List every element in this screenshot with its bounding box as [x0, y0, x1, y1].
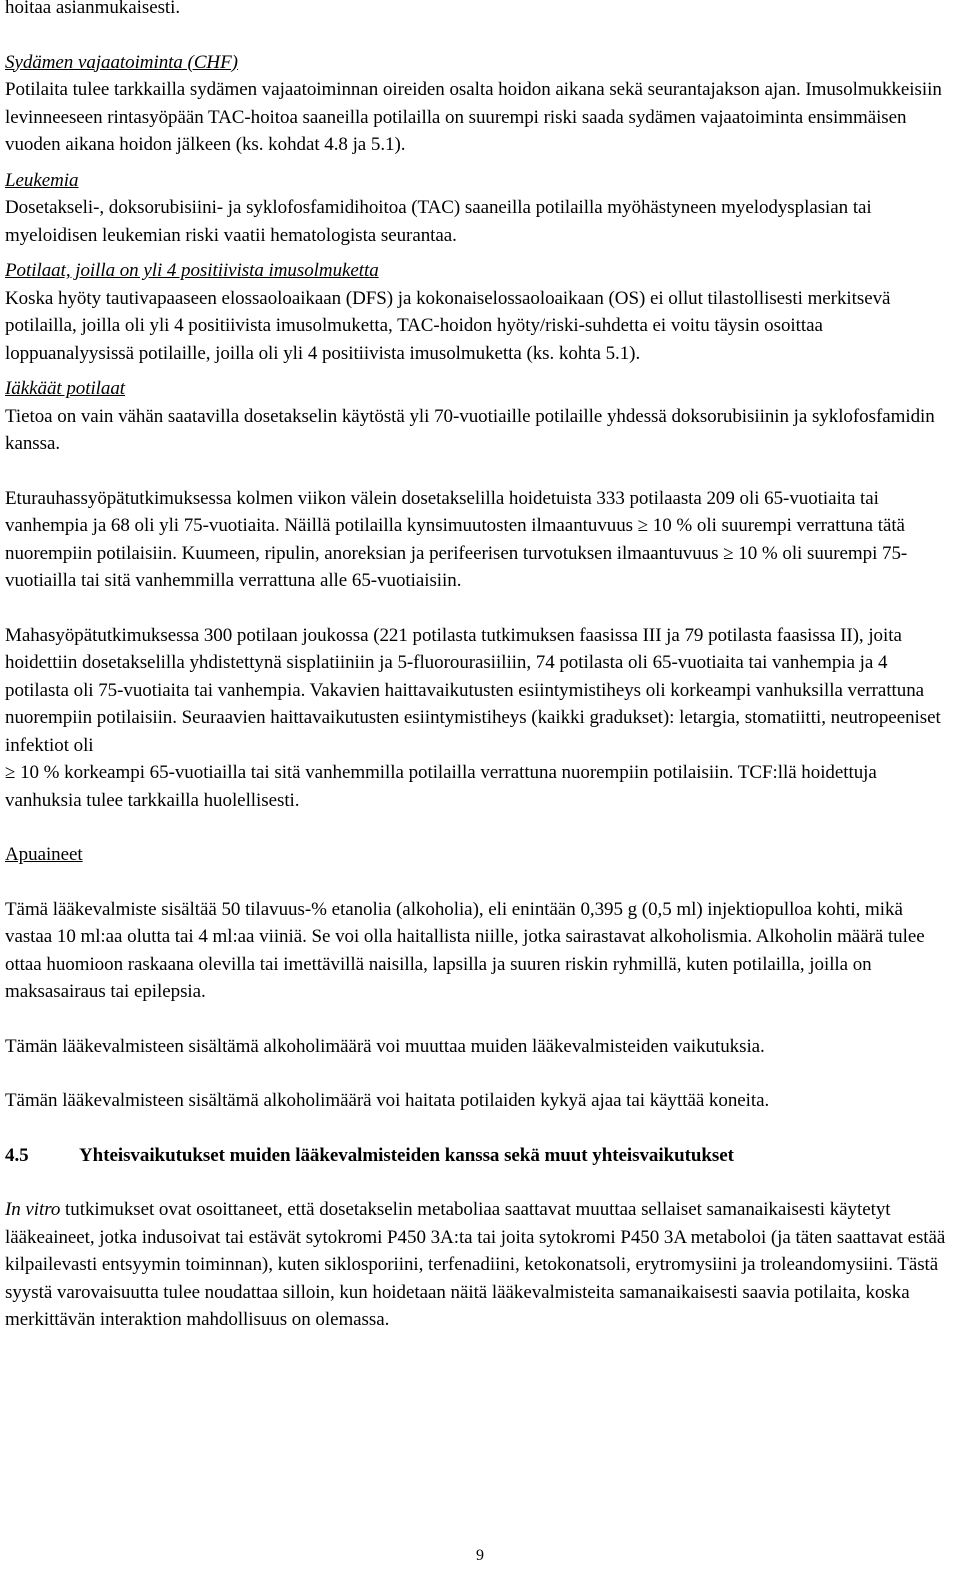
- incidence-threshold: ≥ 10 %: [723, 542, 778, 564]
- lymph-nodes-paragraph: Koska hyöty tautivapaaseen elossaoloaikaan (DFS) ja kokonaiselossaoloaikaan (OS) ei ollut tilastollisesti merkitsevä potilailla, joilla oli yli 4 positiivista imusolmuketta, TAC-hoidon hyöty/riski-suhdetta ei voitu täysin osoittaa loppuanalyysissä potilaille, joilla oli yli 4 positiivista imusolmuketta (ks. kohta 5.1).: [5, 287, 891, 364]
- lead-text: hoitaa asianmukaisesti.: [5, 0, 181, 18]
- in-vitro-term: In vitro: [5, 1199, 61, 1220]
- excipients-heading: Apuaineet: [5, 844, 83, 865]
- elderly-p3-part-a: Mahasyöpätutkimuksessa 300 potilaan joukossa (221 potilasta tutkimuksen faasissa III ja 79 potilasta faasissa II), joita hoidettiin dosetakselilla yhdistettynä sisplatiiniin ja 5-fluorourasiiliin, 74 potilasta oli 65-vuotiaita tai vanhempia ja 4 potilasta oli 75-vuotiaita tai vanhempia. Vakavien haittavaikutusten esiintymistiheys oli korkeampi vanhuksilla verrattuna nuorempiin potilaisiin. Seuraavien haittavaikutusten esiintymistiheys (kaikki gradukset): letargia, stomatiitti, neutropeeniset infektiot oli: [5, 624, 941, 756]
- interactions-paragraph: [5, 1196, 953, 1334]
- section-title: Yhteisvaikutukset muiden lääkevalmisteiden kanssa sekä muut yhteisvaikutukset: [79, 1144, 734, 1166]
- lymph-nodes-heading: Potilaat, joilla on yli 4 positiivista imusolmuketta: [5, 260, 379, 281]
- elderly-paragraph-2: [5, 485, 953, 595]
- excipients-paragraph-2: Tämän lääkevalmisteen sisältämä alkoholimäärä voi muuttaa muiden lääkevalmisteiden vaikutuksia.: [5, 1035, 765, 1057]
- section-4-5-heading: [5, 1142, 953, 1170]
- elderly-p3-part-c: korkeampi 65-vuotiailla tai sitä vanhemmilla potilailla verrattuna nuorempiin potilaisiin. TCF:llä hoidettuja vanhuksia tulee tarkkailla huolellisesti.: [5, 762, 877, 811]
- elderly-p2-part-a: Eturauhassyöpätutkimuksessa kolmen viikon välein dosetakselilla hoidetuista 333 potilaasta 209 oli 65-vuotiaita tai vanhempia ja 68 oli yli 75-vuotiaita. Näillä potilailla kynsimuutosten ilmaantuvuus: [5, 487, 879, 536]
- elderly-paragraph-3: [5, 622, 953, 815]
- elderly-p2-part-e: oli suurempi 75-vuotiailla tai sitä vanhemmilla verrattuna alle 65-vuotiaisiin.: [5, 542, 908, 591]
- excipients-paragraph-1: Tämä lääkevalmiste sisältää 50 tilavuus-% etanolia (alkoholia), eli enintään 0,395 g (0,5 ml) injektiopulloa kohti, mikä vastaa 10 ml:aa olutta tai 4 ml:aa viiniä. Se voi olla haitallista niille, jotka sairastavat alkoholismia. Alkoholin määrä tulee ottaa huomioon raskaana olevilla tai imettävillä naisilla, lapsilla ja suuren riskin ryhmillä, kuten potilailla, joilla on maksasairaus tai epilepsia.: [5, 898, 925, 1002]
- incidence-threshold: ≥ 10 %: [5, 762, 60, 783]
- section-number: 4.5: [5, 1144, 29, 1166]
- leukemia-paragraph: Dosetakseli-, doksorubisiini- ja syklofosfamidihoitoa (TAC) saaneilla potilailla myöhästyneen myelodysplasian tai myeloidisen leukemian riski vaatii hematologista seurantaa.: [5, 197, 872, 246]
- page-number: 9: [476, 1547, 484, 1564]
- elderly-p2-part-c: oli suurempi verrattuna tätä nuorempiin potilaisiin. Kuumeen, ripulin, anoreksian ja perifeerisen turvotuksen ilmaantuvuus: [5, 515, 905, 564]
- excipients-paragraph-3: Tämän lääkevalmisteen sisältämä alkoholimäärä voi haitata potilaiden kykyä ajaa tai käyttää koneita.: [5, 1090, 770, 1111]
- elderly-heading: Iäkkäät potilaat: [5, 378, 126, 399]
- leukemia-heading: Leukemia: [5, 169, 79, 191]
- chf-paragraph: Potilaita tulee tarkkailla sydämen vajaatoiminnan oireiden osalta hoidon aikana sekä seurantajakson ajan. Imusolmukkeisiin levinneeseen rintasyöpään TAC-hoitoa saaneilla potilailla on suurempi riski saada sydämen vajaatoiminta ensimmäisen vuoden aikana hoidon jälkeen (ks. kohdat 4.8 ja 5.1).: [5, 79, 942, 155]
- elderly-paragraph-1: Tietoa on vain vähän saatavilla dosetakselin käytöstä yli 70-vuotiaille potilaille yhdessä doksorubisiinin ja syklofosfamidin kanssa.: [5, 405, 935, 454]
- document-page: [5, 0, 953, 1334]
- interactions-body: tutkimukset ovat osoittaneet, että dosetakselin metaboliaa saattavat muuttaa sellaiset samanaikaisesti käytetyt lääkeaineet, jotka indusoivat tai estävät sytokromi P450 3A:ta tai joita sytokromi P450 3A metaboloi (ja täten saattavat estää kilpailevasti entsyymin toiminnan), kuten siklosporiini, terfenadiini, ketokonatsoli, erytromysiini ja troleandomysiini. Tästä syystä varovaisuutta tulee noudattaa silloin, kun hoidetaan näitä lääkevalmisteita samanaikaisesti saavia potilaita, koska merkittävän interaktion mahdollisuus on olemassa.: [5, 1199, 946, 1330]
- chf-heading: Sydämen vajaatoiminta (CHF): [5, 51, 238, 73]
- incidence-threshold: ≥ 10 %: [637, 515, 693, 536]
